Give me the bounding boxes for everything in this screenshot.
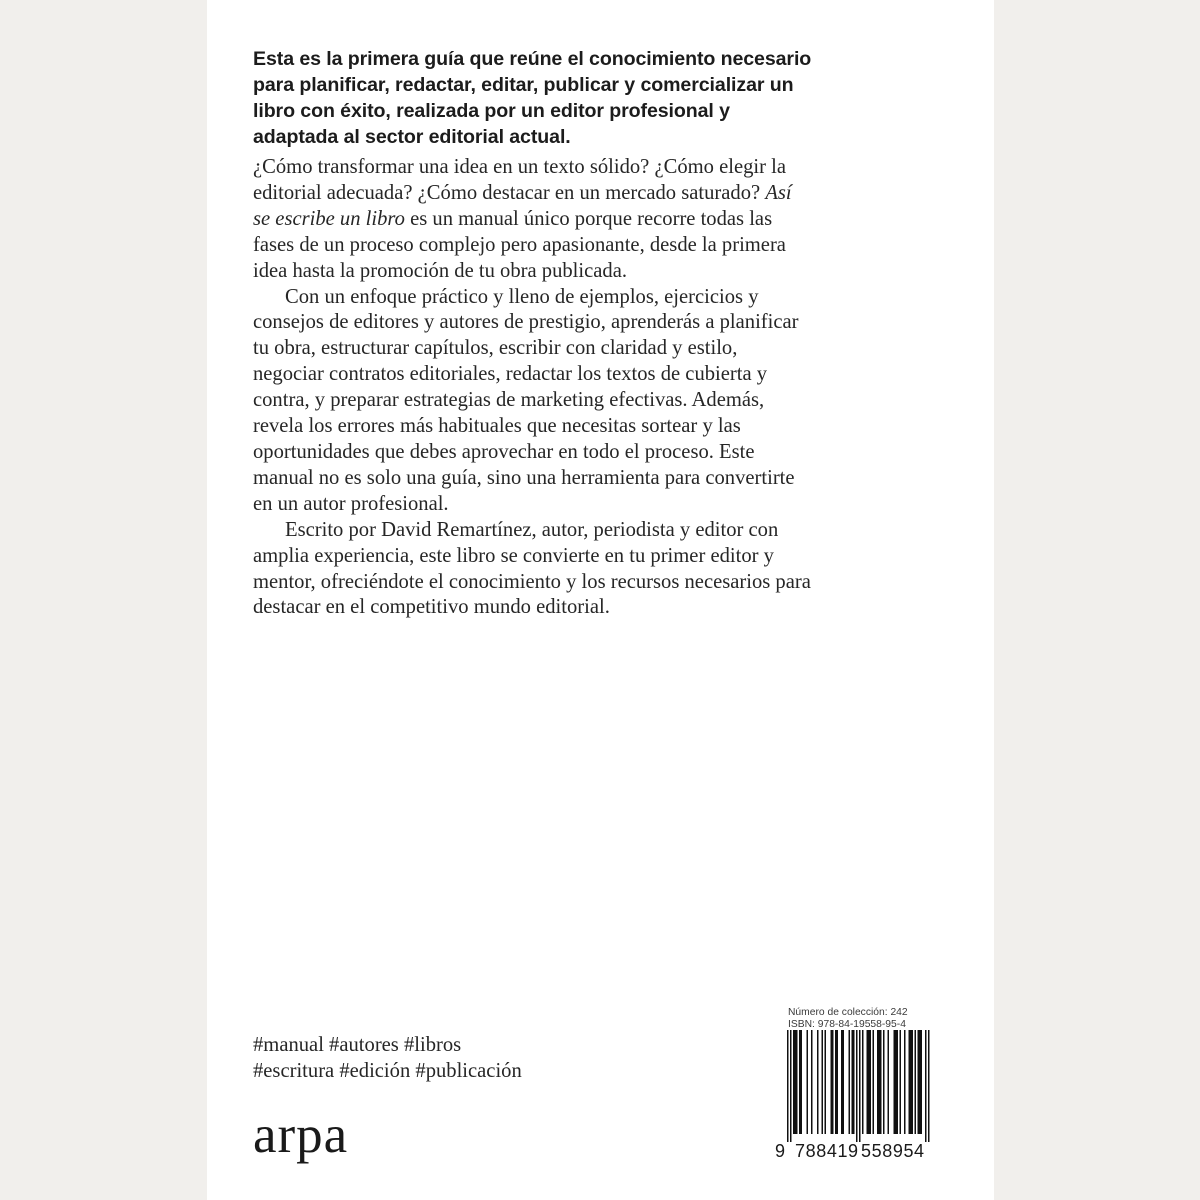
barcode-bar	[843, 1030, 845, 1134]
barcode-bar	[793, 1030, 795, 1134]
book-title: Así se escribe un libro	[253, 181, 792, 230]
barcode-bar	[831, 1030, 833, 1134]
barcode-bar	[918, 1030, 920, 1134]
barcode-bar	[928, 1030, 930, 1142]
barcode-bar	[841, 1030, 843, 1134]
barcode-bar	[825, 1030, 827, 1134]
hashtags-line-2: #escritura #edición #publicación	[253, 1060, 522, 1082]
publisher-logo: arpa	[253, 1106, 349, 1164]
barcode-bar	[807, 1030, 809, 1134]
barcode-bar	[895, 1030, 897, 1134]
barcode-bar	[790, 1030, 792, 1142]
description	[253, 155, 813, 621]
barcode-bar	[877, 1030, 879, 1134]
barcode-bar	[925, 1030, 927, 1142]
barcode-first-digit: 9	[775, 1141, 786, 1161]
barcode-bar	[897, 1030, 899, 1134]
barcode-bar	[912, 1030, 914, 1134]
barcode-bar	[822, 1030, 824, 1134]
barcode-bar	[837, 1030, 839, 1134]
barcode-bar	[921, 1030, 923, 1134]
barcode-bar	[868, 1030, 870, 1134]
back-cover	[207, 0, 994, 1200]
paragraph-1-start: ¿Cómo transformar una idea en un texto sólido? ¿Cómo elegir la editorial adecuada? ¿Cómo destacar en un mercado saturado?	[253, 156, 786, 204]
book-meta	[788, 1007, 908, 1030]
barcode-bar	[849, 1030, 851, 1134]
hashtags-line-1: #manual #autores #libros	[253, 1034, 462, 1056]
barcode-bar	[873, 1030, 875, 1134]
barcode-bar	[879, 1030, 881, 1134]
barcode-left-digits: 788419	[795, 1141, 859, 1161]
paragraph-3: Escrito por David Remartínez, autor, periodista y editor con amplia experiencia, este libro se convierte en tu primer editor y mentor, ofreciéndote el conocimiento y los recursos necesarios para destacar en el competitivo mundo editorial.	[253, 518, 811, 619]
barcode-bar	[787, 1030, 789, 1142]
paragraph-1-end: es un manual único porque recorre todas las fases de un proceso complejo pero apasionante, desde la primera idea hasta la promoción de tu obra publicada.	[253, 207, 786, 282]
hashtags	[253, 1032, 522, 1084]
barcode-bar	[904, 1030, 906, 1134]
barcode-bar	[909, 1030, 911, 1134]
barcode-bars	[787, 1030, 937, 1142]
barcode-bar	[867, 1030, 869, 1134]
barcode-bar	[900, 1030, 902, 1134]
barcode-bar	[856, 1030, 858, 1142]
barcode-bar	[888, 1030, 890, 1134]
lead-paragraph: Esta es la primera guía que reúne el conocimiento necesario para planificar, redactar, editar, publicar y comercializar un libro con éxito, realizada por un editor profesional y adaptada al sector editorial actual.	[253, 48, 812, 148]
barcode-bar	[796, 1030, 798, 1134]
barcode-bar	[894, 1030, 896, 1134]
barcode-bar	[880, 1030, 882, 1134]
paragraph-1	[253, 155, 813, 285]
collection-number: Número de colección: 242	[788, 1007, 908, 1018]
barcode-bar	[883, 1030, 885, 1134]
barcode-bar	[870, 1030, 872, 1134]
barcode-bar	[801, 1030, 803, 1134]
barcode-right-digits: 558954	[861, 1141, 925, 1161]
paragraph-2: Con un enfoque práctico y lleno de ejemplos, ejercicios y consejos de editores y autores de prestigio, aprenderás a planificar tu obra, estructurar capítulos, escribir con claridad y estilo, negociar contratos editoriales, redactar los textos de cubierta y contra, y preparar estrategias de marketing efectivas. Además, revela los errores más habituales que necesitas sortear y las oportunidades que debes aprovechar en todo el proceso. Este manual no es solo una guía, sino una herramienta para convertirte en un autor profesional.	[253, 285, 799, 515]
barcode-bar	[910, 1030, 912, 1134]
barcode-bar	[862, 1030, 864, 1134]
barcode-bar	[832, 1030, 834, 1134]
barcode-bar	[817, 1030, 819, 1134]
barcode-bar	[811, 1030, 813, 1134]
barcode-bar	[859, 1030, 861, 1142]
barcode-bar	[915, 1030, 917, 1134]
isbn: ISBN: 978-84-19558-95-4	[788, 1018, 906, 1030]
barcode-bar	[799, 1030, 801, 1134]
barcode-bar	[852, 1030, 854, 1134]
barcode-bar	[853, 1030, 855, 1134]
barcode	[775, 1030, 937, 1162]
barcode-bar	[795, 1030, 797, 1134]
barcode-bar	[919, 1030, 921, 1134]
barcode-bar	[835, 1030, 837, 1134]
